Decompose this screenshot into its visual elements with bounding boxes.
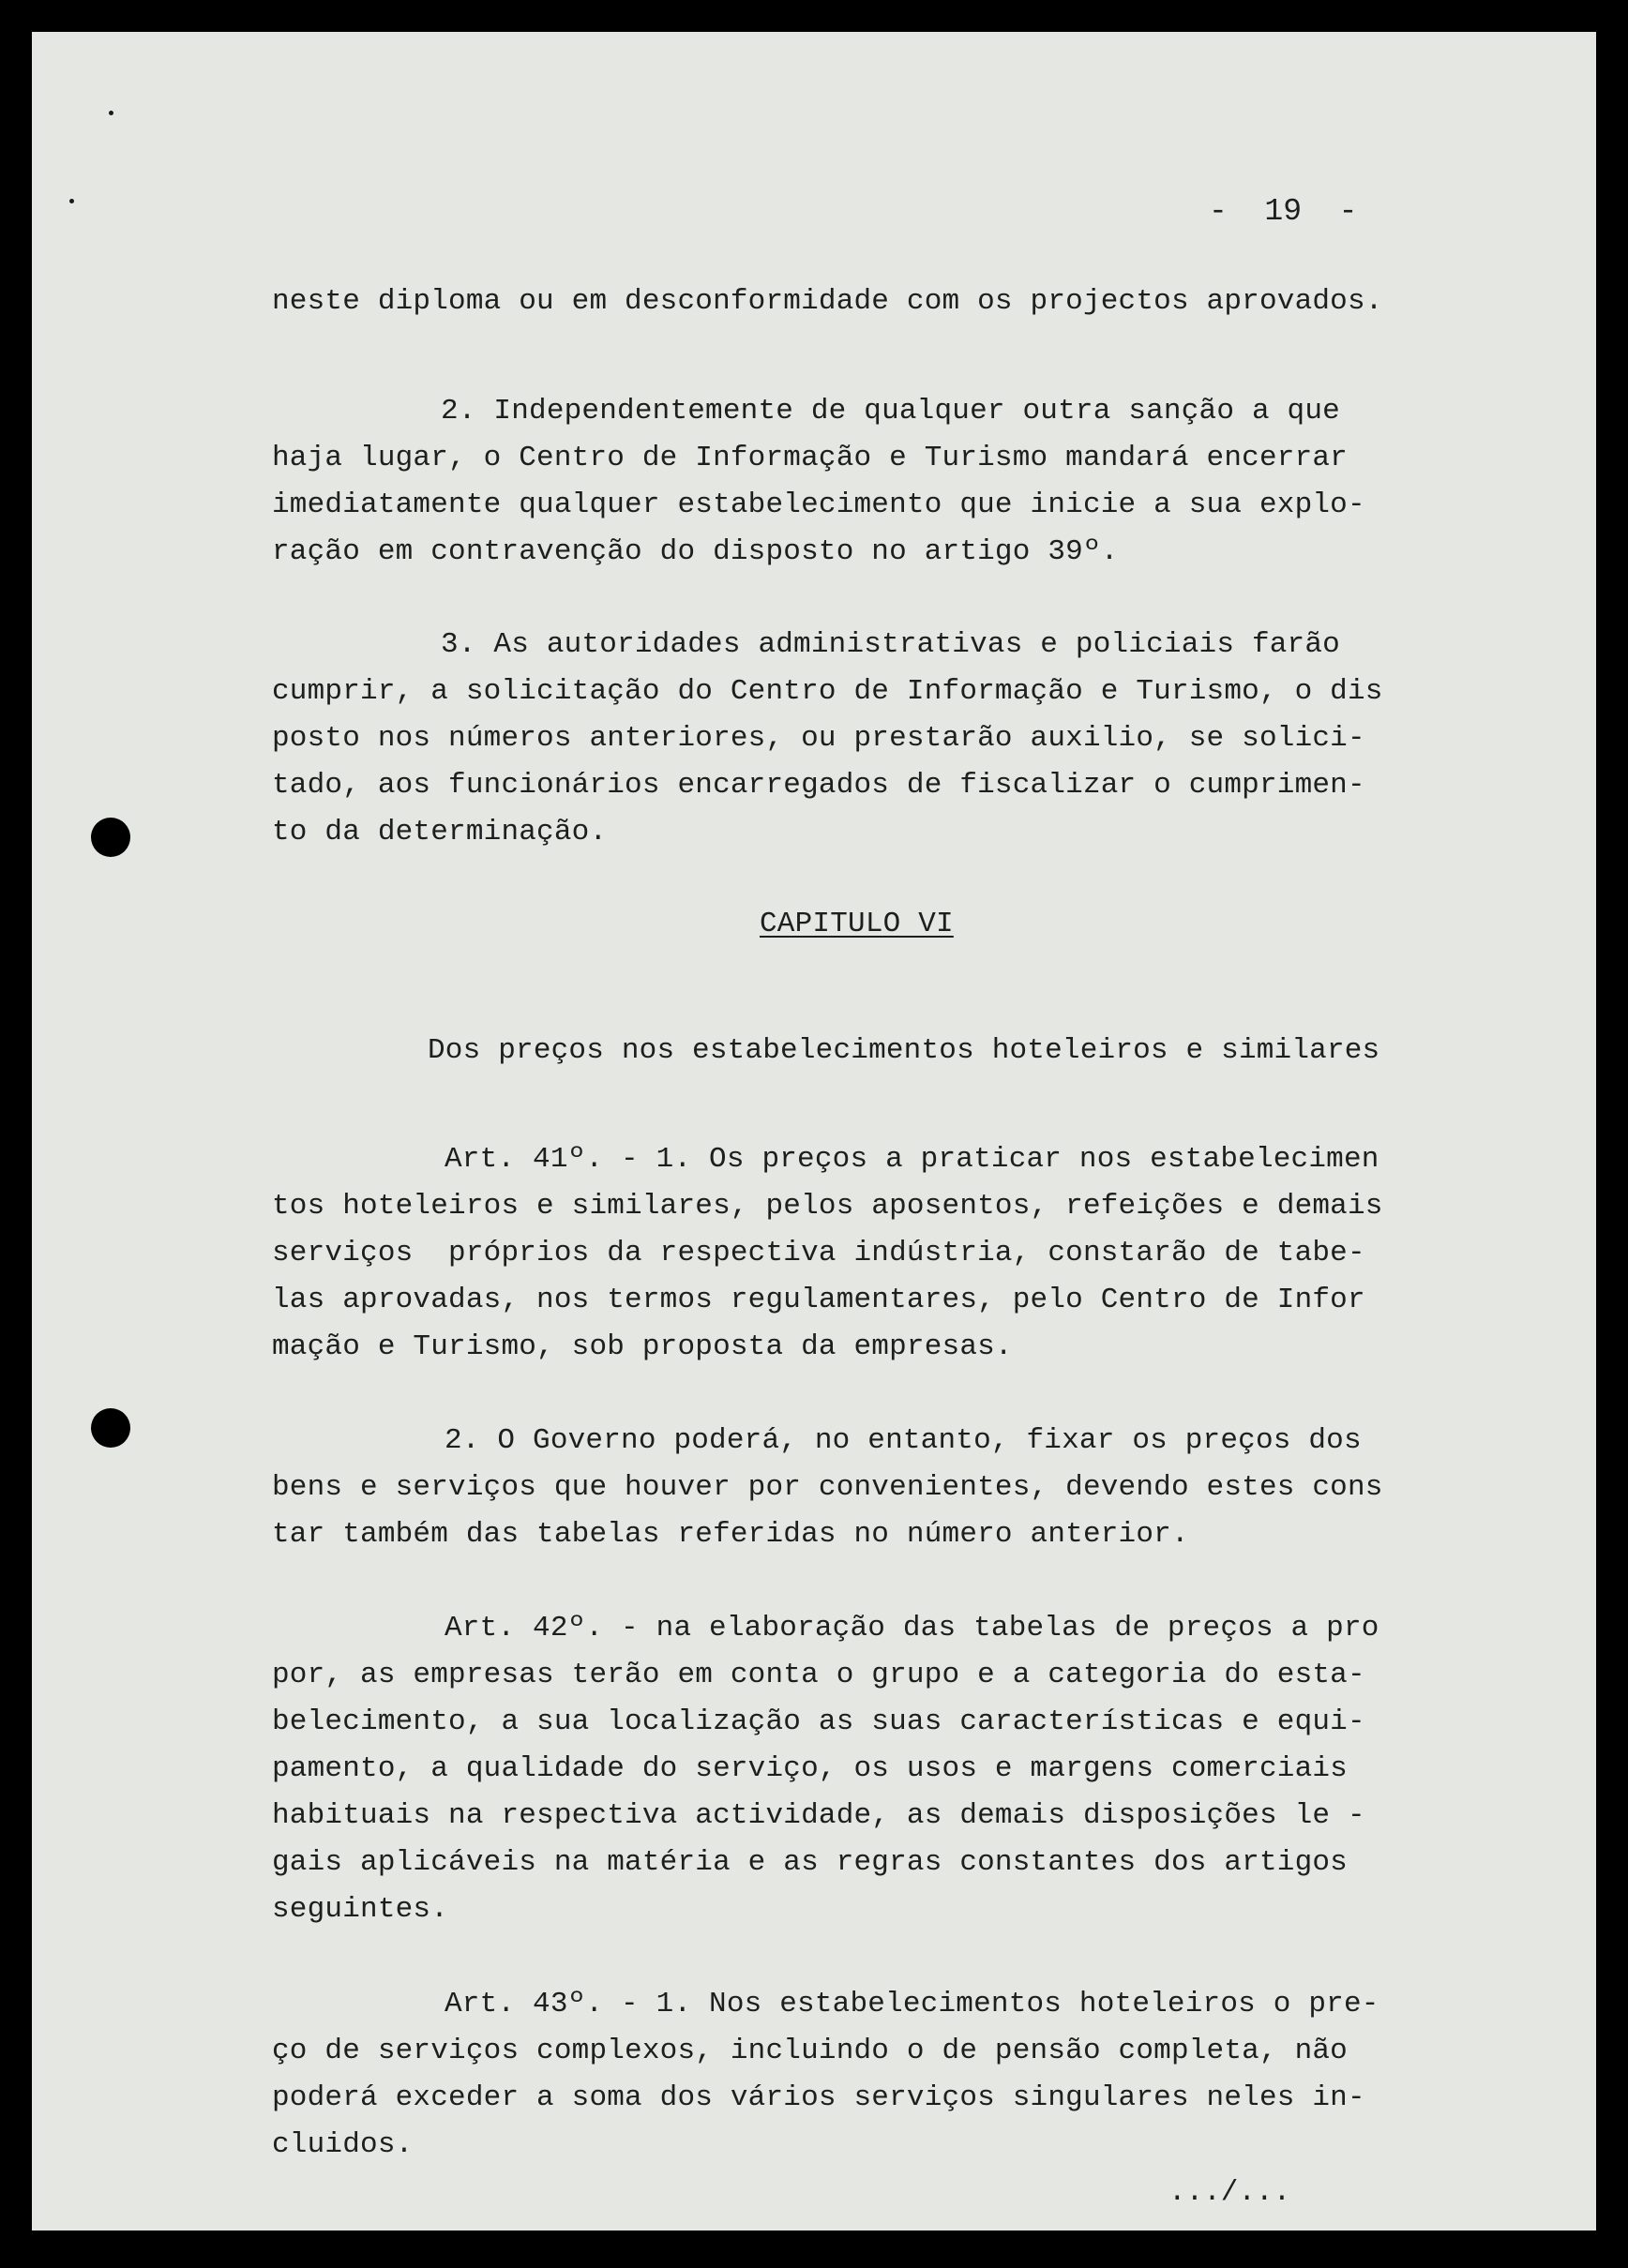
text-line: tado, aos funcionários encarregados de fiscalizar o cumprimen-: [272, 769, 1365, 802]
text-line: haja lugar, o Centro de Informação e Turismo mandará encerrar: [272, 442, 1348, 474]
text-line: las aprovadas, nos termos regulamentares, pelo Centro de Infor: [272, 1284, 1365, 1316]
text-line: 2. O Governo poderá, no entanto, fixar os preços dos: [445, 1424, 1362, 1457]
text-line: Art. 42º. - na elaboração das tabelas de preços a pro: [445, 1612, 1379, 1645]
text-line: pamento, a qualidade do serviço, os usos e margens comerciais: [272, 1752, 1348, 1785]
text-line: imediatamente qualquer estabelecimento que inicie a sua explo-: [272, 488, 1365, 521]
text-line: por, as empresas terão em conta o grupo e a categoria do esta-: [272, 1659, 1365, 1691]
continuation-mark: .../...: [1168, 2176, 1291, 2209]
text-line: 3. As autoridades administrativas e policiais farão: [441, 628, 1340, 661]
page-number: - 19 -: [1209, 194, 1358, 229]
text-line: tos hoteleiros e similares, pelos aposentos, refeições e demais: [272, 1190, 1383, 1223]
text-line: bens e serviços que houver por convenientes, devendo estes cons: [272, 1471, 1383, 1504]
chapter-subtitle: Dos preços nos estabelecimentos hoteleiros e similares: [428, 1034, 1380, 1067]
text-line: seguintes.: [272, 1893, 449, 1926]
text-line: ço de serviços complexos, incluindo o de pensão completa, não: [272, 2035, 1348, 2067]
text-line: posto nos números anteriores, ou prestarão auxilio, se solici-: [272, 722, 1365, 755]
text-line: 2. Independentemente de qualquer outra sanção a que: [441, 395, 1340, 428]
chapter-title: CAPITULO VI: [760, 908, 954, 940]
text-line: ração em contravenção do disposto no artigo 39º.: [272, 535, 1119, 568]
text-line: to da determinação.: [272, 816, 608, 849]
text-line: neste diploma ou em desconformidade com os projectos aprovados.: [272, 285, 1383, 318]
text-line: Art. 41º. - 1. Os preços a praticar nos estabelecimen: [445, 1143, 1379, 1176]
text-line: Art. 43º. - 1. Nos estabelecimentos hoteleiros o pre-: [445, 1988, 1379, 2020]
text-line: habituais na respectiva actividade, as demais disposições le -: [272, 1799, 1365, 1832]
punch-hole-bottom: [91, 1408, 130, 1448]
text-line: serviços próprios da respectiva indústria, constarão de tabe-: [272, 1237, 1365, 1269]
punch-hole-top: [91, 818, 130, 857]
text-line: cluidos.: [272, 2128, 414, 2161]
ink-speck: [69, 199, 74, 203]
text-line: gais aplicáveis na matéria e as regras constantes dos artigos: [272, 1846, 1348, 1879]
text-line: tar também das tabelas referidas no número anterior.: [272, 1518, 1189, 1551]
text-line: belecimento, a sua localização as suas características e equi-: [272, 1705, 1365, 1738]
text-line: mação e Turismo, sob proposta da empresas.: [272, 1330, 1013, 1363]
text-line: poderá exceder a soma dos vários serviços singulares neles in-: [272, 2081, 1365, 2114]
ink-speck: [109, 111, 113, 115]
text-line: cumprir, a solicitação do Centro de Informação e Turismo, o dis: [272, 675, 1383, 708]
document-page: [32, 32, 1596, 2230]
